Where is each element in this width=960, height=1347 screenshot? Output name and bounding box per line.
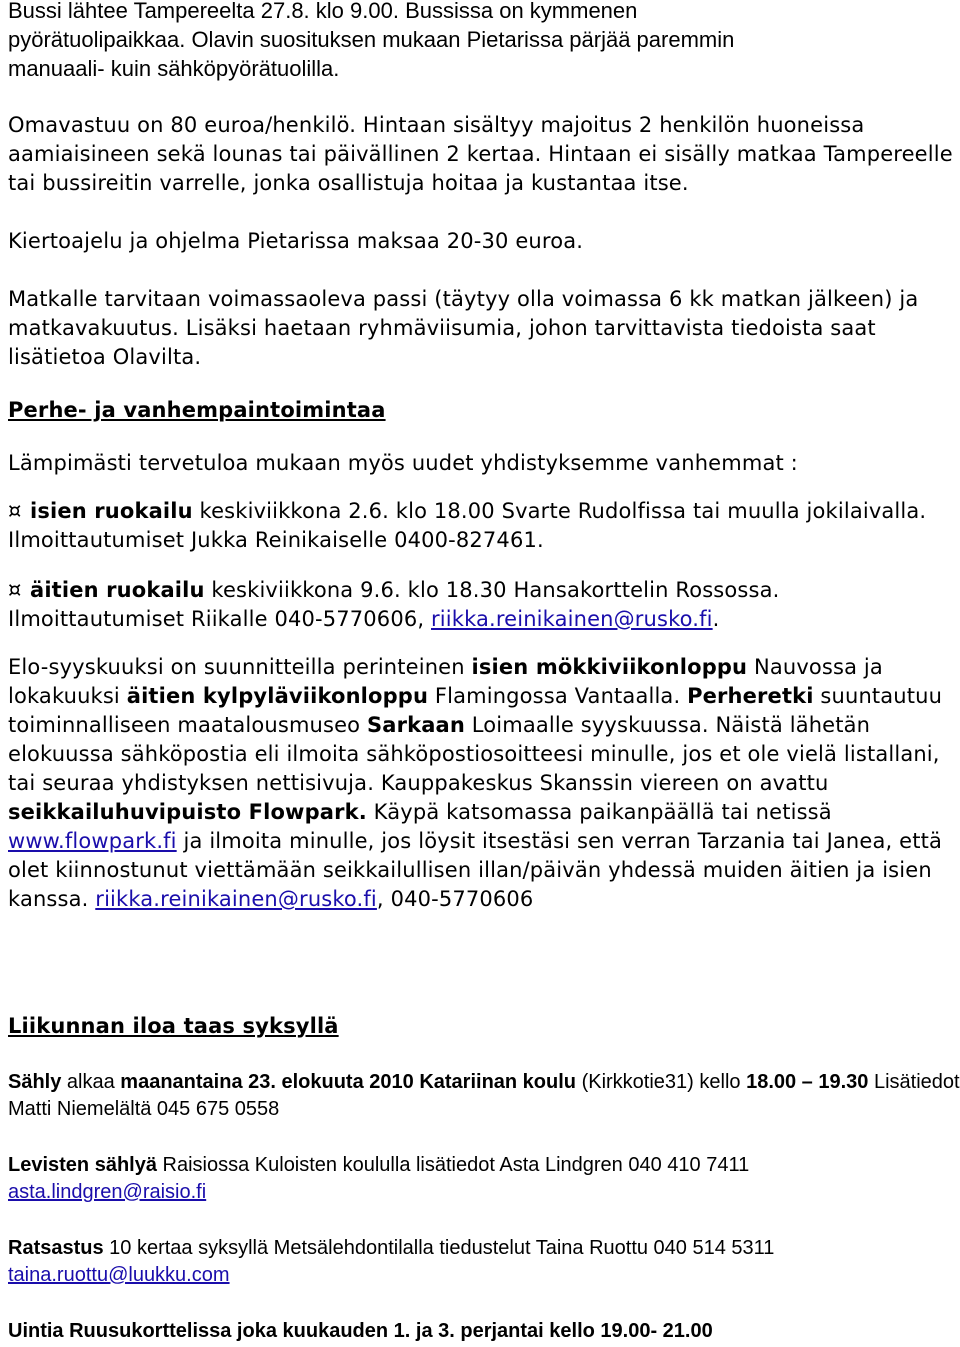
text-span: (Kirkkotie31) kello <box>576 1071 747 1093</box>
text-span: , 040-5770606 <box>376 887 534 911</box>
text-span: Flamingossa Vantaalla. <box>428 684 688 708</box>
intro-line-1: Bussi lähtee Tampereelta 27.8. klo 9.00. Bussissa on kymmenen <box>8 0 638 23</box>
levisten-paragraph <box>8 1152 960 1206</box>
mothers-dinner-item <box>8 576 956 634</box>
family-trip: Perheretki <box>687 684 814 708</box>
family-heading: Perhe- ja vanhempaintoimintaa <box>8 398 386 422</box>
fathers-dinner-item <box>8 497 956 555</box>
taina-email-link[interactable]: taina.ruottu@luukku.com <box>8 1264 230 1286</box>
text-span: Lisätiedot Matti Niemelältä 045 675 0558 <box>8 1071 960 1120</box>
uintia-line <box>8 1318 713 1345</box>
sahly-title: Sähly <box>8 1071 62 1093</box>
fathers-dinner-details: keskiviikkona 2.6. klo 18.00 Svarte Rudolfissa tai muulla jokilaivalla. Ilmoittautumiset Jukka Reinikaiselle 0400-827461. <box>8 499 927 552</box>
ratsastus-paragraph <box>8 1235 960 1289</box>
costs-paragraph: Omavastuu on 80 euroa/henkilö. Hintaan sisältyy majoitus 2 henkilön huoneissa aamiaisineen sekä lounas tai päivällinen 2 kertaa. Hintaan ei sisälly matkaa Tampereelle tai bussireitin varrelle, jonka osallistuja hoitaa ja kustantaa itse. <box>8 113 953 195</box>
text-span: Elo-syyskuuksi on suunnitteilla perinteinen <box>8 655 472 679</box>
sports-heading: Liikunnan iloa taas syksyllä <box>8 1014 339 1038</box>
flowpark-link[interactable]: www.flowpark.fi <box>8 829 177 853</box>
text-span: alkaa <box>61 1071 121 1093</box>
family-welcome: Lämpimästi tervetuloa mukaan myös uudet yhdistyksemme vanhemmat : <box>8 451 798 475</box>
bullet-icon: ¤ <box>8 578 22 602</box>
levisten-title: Levisten sählyä <box>8 1154 157 1176</box>
asta-email-link[interactable]: asta.lindgren@raisio.fi <box>8 1181 207 1203</box>
intro-line-2: pyörätuolipaikkaa. Olavin suosituksen mukaan Pietarissa pärjää paremmin <box>8 27 735 52</box>
family-events-paragraph <box>8 653 956 914</box>
text-span: Nauvossa ja lokakuuksi <box>8 655 883 708</box>
sarka-museum: Sarkaan <box>367 713 465 737</box>
bullet-icon: ¤ <box>8 499 22 523</box>
sahly-time: 18.00 – 19.30 <box>746 1071 869 1093</box>
uintia-text: Uintia Ruusukorttelissa joka kuukauden 1. ja 3. perjantai kello 19.00- 21.00 <box>8 1320 713 1342</box>
mothers-end: . <box>712 607 720 631</box>
flowpark: seikkailuhuvipuisto Flowpark. <box>8 800 367 824</box>
text-span: suuntautuu toiminnalliseen maatalousmuseo <box>8 684 943 737</box>
text-span: Raisiossa Kuloisten koululla lisätiedot Asta Lindgren 040 410 7411 <box>156 1154 750 1176</box>
passport-paragraph: Matkalle tarvitaan voimassaoleva passi (täytyy olla voimassa 6 kk matkan jälkeen) ja matkavakuutus. Lisäksi haetaan ryhmäviisumia, johon tarvittavista tiedoista saat lisätietoa Olavilta. <box>8 287 919 369</box>
text-span: Loimaalle syyskuussa. Näistä lähetän elokuussa sähköpostia eli ilmoita sähköpostiosoitteesi minulle, jos et ole vielä listallani, tai seuraa yhdistyksen nettisivuja. Kauppakeskus Skanssin viereen on avattu <box>8 713 940 795</box>
fathers-weekend: isien mökkiviikonloppu <box>471 655 748 679</box>
text-span: ja ilmoita minulle, jos löysit itsestäsi sen verran Tarzania tai Janea, että olet kiinnostunut viettämään seikkailullisen illan/päivän yhdessä muiden äitien ja isien kanssa. <box>8 829 942 911</box>
tour-price: Kiertoajelu ja ohjelma Pietarissa maksaa 20-30 euroa. <box>8 229 584 253</box>
text-span: 10 kertaa syksyllä Metsälehdontilalla tiedustelut Taina Ruottu 040 514 5311 <box>103 1237 775 1259</box>
ratsastus-title: Ratsastus <box>8 1237 104 1259</box>
text-span: Käypä katsomassa paikanpäällä tai netissä <box>366 800 832 824</box>
mothers-email-link[interactable]: riikka.reinikainen@rusko.fi <box>431 607 713 631</box>
mothers-dinner-title: äitien ruokailu <box>30 578 205 602</box>
mothers-weekend: äitien kylpyläviikonloppu <box>126 684 429 708</box>
riikka-email-link[interactable]: riikka.reinikainen@rusko.fi <box>95 887 377 911</box>
sahly-paragraph <box>8 1069 960 1123</box>
sahly-date: maanantaina 23. elokuuta 2010 Katariinan koulu <box>120 1071 577 1093</box>
fathers-dinner-title: isien ruokailu <box>30 499 193 523</box>
intro-line-3: manuaali- kuin sähköpyörätuolilla. <box>8 56 340 81</box>
mothers-dinner-details: keskiviikkona 9.6. klo 18.30 Hansakorttelin Rossossa. Ilmoittautumiset Riikalle 040-5770606, <box>8 578 780 631</box>
